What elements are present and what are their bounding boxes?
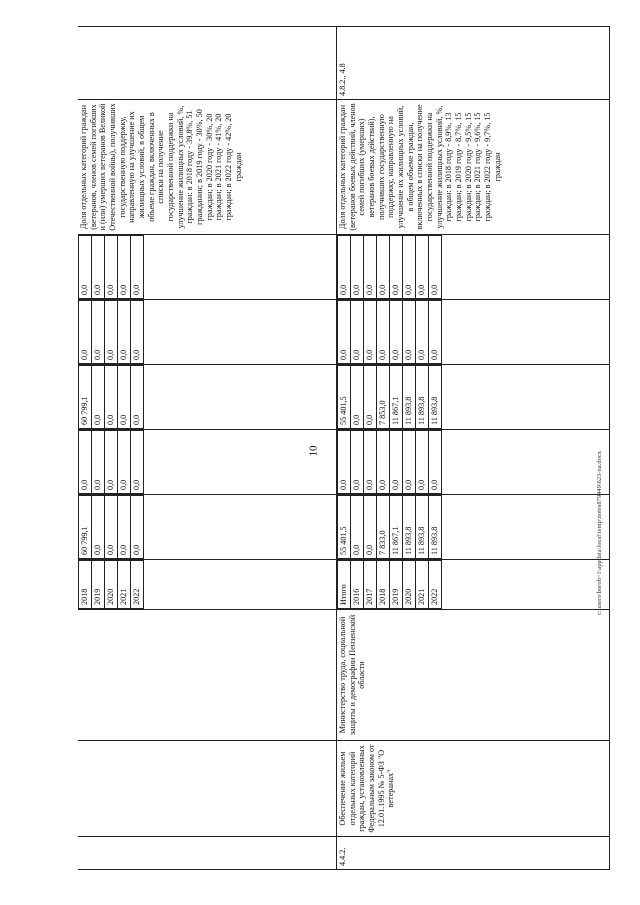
value-item: 0,0 xyxy=(131,236,144,299)
year-item: Итого xyxy=(338,561,351,609)
value-item: 60 799,1 xyxy=(79,496,92,559)
value-item: 0,0 xyxy=(118,236,131,299)
value-item: 0,0 xyxy=(377,431,390,494)
value-item: 0,0 xyxy=(364,496,377,559)
value-item: 0,0 xyxy=(416,301,429,364)
value-item: 0,0 xyxy=(79,236,92,299)
value-item: 0,0 xyxy=(79,301,92,364)
value-item: 11 893,8 xyxy=(403,366,416,429)
executor-name: Министерство труда, социальной защиты и демографии Пензенской области xyxy=(337,610,610,741)
cell-executor-upper xyxy=(78,610,337,741)
cell-fed-upper xyxy=(78,430,337,495)
value-item: 0,0 xyxy=(92,366,105,429)
value-item: 0,0 xyxy=(338,431,351,494)
value-item: 0,0 xyxy=(105,236,118,299)
table-row-upper xyxy=(78,27,337,870)
cell-total-lower xyxy=(337,495,610,560)
value-item: 0,0 xyxy=(118,496,131,559)
value-item: 0,0 xyxy=(338,301,351,364)
table-row-4-4-2 xyxy=(337,27,610,870)
value-item: 0,0 xyxy=(377,301,390,364)
cell-fed-lower xyxy=(337,430,610,495)
year-item: 2021 xyxy=(416,561,429,609)
cell-reg-upper xyxy=(78,365,337,430)
page-number: 10 xyxy=(307,445,320,457)
value-item: 0,0 xyxy=(390,236,403,299)
cell-name-upper xyxy=(78,741,337,837)
value-item: 0,0 xyxy=(338,236,351,299)
value-item: 0,0 xyxy=(403,301,416,364)
value-item: 7 853,0 xyxy=(377,366,390,429)
year-item: 2020 xyxy=(403,561,416,609)
indicator-text-upper: Доля отдельных категорий граждан (ветеранов, членов семей погибших и (или) умерших ветеранов Великой Отечественной войны), получивших государственную поддержку, направленную на улучшение их жилищных условий, в общем объеме граждан, включенных в списки на получение государственной поддержки на улучшение жилищных условий, %, граждан: в 2018 году - 39,8%, 51 гражданин; в 2019 году - 30%, 50 граждан; в 2020 году - 30%, 20 граждан; в 2021 году - 41%, 20 граждан; в 2022 году - 42%, 20 граждан xyxy=(78,100,337,235)
value-item: 7 833,0 xyxy=(377,496,390,559)
value-item: 0,0 xyxy=(351,301,364,364)
cell-reg-lower xyxy=(337,365,610,430)
value-item: 11 893,8 xyxy=(416,496,429,559)
year-item: 2018 xyxy=(377,561,390,609)
rotated-table-sheet xyxy=(78,27,613,870)
value-item: 0,0 xyxy=(118,301,131,364)
value-item: 0,0 xyxy=(92,301,105,364)
value-item: 0,0 xyxy=(429,236,442,299)
program-activities-table xyxy=(78,26,610,870)
years-list-upper xyxy=(78,560,144,609)
cell-total-upper xyxy=(78,495,337,560)
value-item: 0,0 xyxy=(429,301,442,364)
value-item: 0,0 xyxy=(92,431,105,494)
value-item: 0,0 xyxy=(92,236,105,299)
value-item: 11 893,8 xyxy=(429,496,442,559)
cell-local-upper xyxy=(78,300,337,365)
cell-code-upper xyxy=(78,837,337,870)
year-item: 2021 xyxy=(118,561,131,609)
value-item: 0,0 xyxy=(416,236,429,299)
cell-local-lower xyxy=(337,300,610,365)
item-code: 4.4.2. xyxy=(337,837,610,870)
value-item: 11 893,8 xyxy=(429,366,442,429)
value-item: 0,0 xyxy=(105,431,118,494)
value-item: 0,0 xyxy=(105,301,118,364)
year-item: 2022 xyxy=(131,561,144,609)
value-item: 0,0 xyxy=(351,236,364,299)
value-item: 0,0 xyxy=(92,496,105,559)
value-item: 11 867,1 xyxy=(390,496,403,559)
cell-years-lower xyxy=(337,560,610,610)
indicator-reference: 4.8.2., 4.8 xyxy=(337,27,610,100)
value-item: 0,0 xyxy=(364,366,377,429)
value-item: 0,0 xyxy=(377,236,390,299)
value-item: 0,0 xyxy=(364,236,377,299)
value-item: 0,0 xyxy=(416,431,429,494)
value-item: 55 401,5 xyxy=(338,496,351,559)
value-item: 55 401,5 xyxy=(338,366,351,429)
cell-years-upper xyxy=(78,560,337,610)
cell-other-upper xyxy=(78,235,337,300)
value-item: 60 799,1 xyxy=(79,366,92,429)
year-item: 2020 xyxy=(105,561,118,609)
cell-ref-upper xyxy=(78,27,337,100)
year-item: 2017 xyxy=(364,561,377,609)
cell-other-lower xyxy=(337,235,610,300)
value-item: 0,0 xyxy=(429,431,442,494)
value-item: 0,0 xyxy=(351,366,364,429)
year-item: 2022 xyxy=(429,561,442,609)
indicator-text-lower: Доля отдельных категорий граждан (ветеранов боевых действий, членов семей погибших (умерших) ветеранов боевых действий), получивших государственную поддержку, направленную на улучшение их жилищных условий, в общем объеме граждан, включенных в списки на получение государственной поддержки на улучшение жилищных условий, %, граждан: в 2018 году - 8,9%, 13 граждан; в 2019 году - 8,7%, 15 граждан; в 2020 году - 9,5%, 15 граждан; в 2021 году - 9,6%, 15 граждан; в 2022 году - 9,7%, 15 граждан xyxy=(337,100,610,235)
value-item: 11 867,1 xyxy=(390,366,403,429)
value-item: 0,0 xyxy=(105,366,118,429)
footer-file-path: c:\users\boroh~1\appdata\local\temp\notes879449\623-na.docx xyxy=(596,451,603,615)
value-item: 0,0 xyxy=(364,301,377,364)
value-item: 0,0 xyxy=(131,496,144,559)
value-item: 0,0 xyxy=(79,431,92,494)
value-item: 0,0 xyxy=(118,431,131,494)
year-item: 2019 xyxy=(390,561,403,609)
value-item: 11 893,8 xyxy=(416,366,429,429)
value-item: 0,0 xyxy=(364,431,377,494)
value-item: 0,0 xyxy=(403,236,416,299)
value-item: 0,0 xyxy=(390,431,403,494)
value-item: 0,0 xyxy=(105,496,118,559)
year-item: 2019 xyxy=(92,561,105,609)
activity-name: Обеспечение жильем отдельных категорий граждан, установленных Федеральным законом от 12.01.1995 № 5-ФЗ "О ветеранах" xyxy=(337,741,610,837)
value-item: 0,0 xyxy=(403,431,416,494)
value-item: 0,0 xyxy=(131,366,144,429)
value-item: 0,0 xyxy=(118,366,131,429)
year-item: 2018 xyxy=(79,561,92,609)
value-item: 0,0 xyxy=(131,301,144,364)
value-item: 0,0 xyxy=(351,431,364,494)
value-item: 0,0 xyxy=(131,431,144,494)
value-item: 11 893,8 xyxy=(403,496,416,559)
value-item: 0,0 xyxy=(390,301,403,364)
years-list-lower xyxy=(337,560,442,609)
year-item: 2016 xyxy=(351,561,364,609)
value-item: 0,0 xyxy=(351,496,364,559)
